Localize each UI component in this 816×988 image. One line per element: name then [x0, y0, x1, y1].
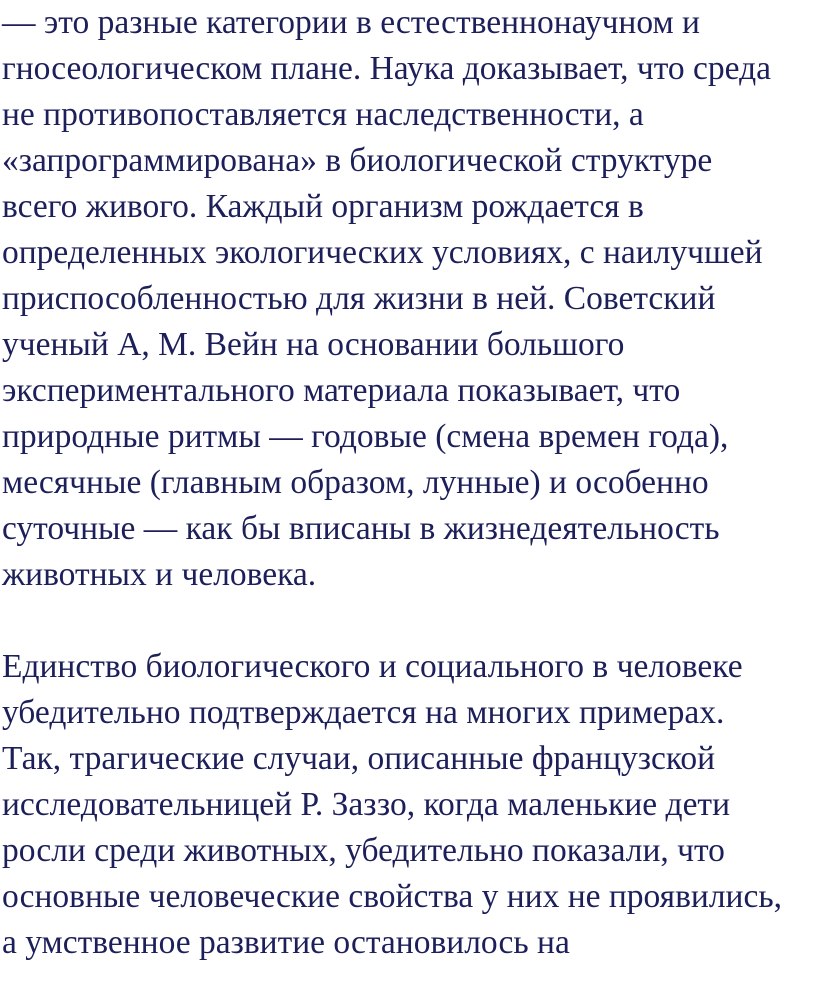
text-line: суточные — как бы вписаны в жизнедеятельность: [2, 510, 720, 547]
text-line: «запрограммирована» в биологической структуре: [2, 142, 713, 179]
text-line: исследовательницей Р. Заззо, когда маленькие дети: [2, 786, 731, 823]
text-line: ученый А, М. Вейн на основании большого: [2, 326, 625, 363]
text-line: экспериментального материала показывает, что: [2, 372, 681, 409]
text-line: приспособленностью для жизни в ней. Советский: [2, 280, 716, 317]
text-line: а умственное развитие остановилось на: [2, 924, 570, 961]
text-line: убедительно подтверждается на многих примерах.: [2, 694, 725, 731]
text-line: росли среди животных, убедительно показали, что: [2, 832, 725, 869]
text-line: Единство биологического и социального в человеке: [2, 648, 743, 685]
text-line: гносеологическом плане. Наука доказывает, что среда: [2, 50, 771, 87]
text-line: природные ритмы — годовые (смена времен года),: [2, 418, 729, 455]
text-line: — это разные категории в естественнонаучном и: [2, 4, 700, 41]
text-line: основные человеческие свойства у них не проявились,: [2, 878, 782, 915]
text-line: месячные (главным образом, лунные) и особенно: [2, 464, 709, 501]
text-line: определенных экологических условиях, с наилучшей: [2, 234, 763, 271]
text-line: животных и человека.: [2, 556, 317, 593]
text-line: не противопоставляется наследственности, а: [2, 96, 644, 133]
text-line: всего живого. Каждый организм рождается в: [2, 188, 644, 225]
text-line: Так, трагические случаи, описанные французской: [2, 740, 716, 777]
